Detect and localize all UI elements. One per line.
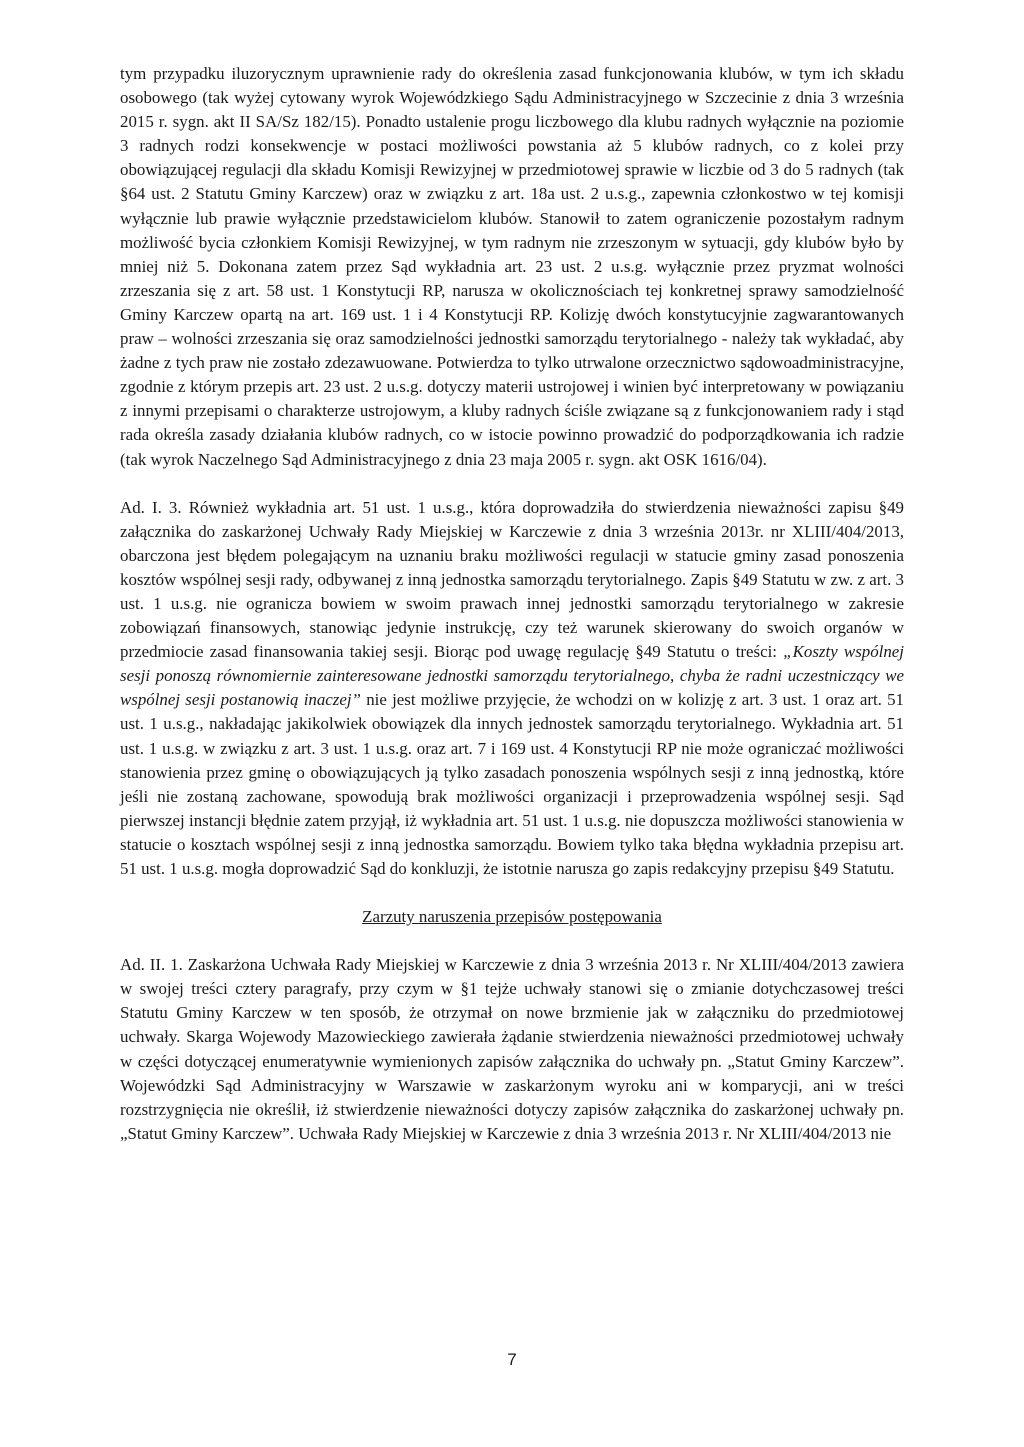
paragraph-gap [120, 472, 904, 496]
paragraph-ad-i-3 [120, 496, 904, 882]
paragraph-ad-i-3-text-end: nie jest możliwe przyjęcie, że wchodzi on w kolizję z art. 3 ust. 1 oraz art. 51 ust. 1 u.s.g., nakładając jakikolwiek obowiązek dla innych jednostek samorządu terytorialnego. Wykładnia art. 51 ust. 1 u.s.g. w związku z art. 3 ust. 1 u.s.g. oraz art. 7 i 169 ust. 4 Konstytucji RP nie może ograniczać możliwości stanowienia przez gminę o obowiązujących ją tylko zasadach ponoszenia wspólnych sesji z inną jednostką, które jeśli nie zostaną zachowane, spowodują brak możliwości organizacji i przeprowadzenia wspólnej sesji. Sąd pierwszej instancji błędnie zatem przyjął, iż wykładnia art. 51 ust. 1 u.s.g. nie dopuszcza możliwości stanowienia w statucie o kosztach wspólnej sesji z inną jednostka samorządu. Bowiem tylko taka błędna wykładnia przepisu art. 51 ust. 1 u.s.g. mogła doprowadzić Sąd do konkluzji, że istotnie narusza go zapis redakcyjny przepisu §49 Statutu. [120, 690, 905, 878]
paragraph-gap [120, 881, 904, 905]
paragraph-clubs: tym przypadku iluzorycznym uprawnienie rady do określenia zasad funkcjonowania klubów, w tym ich składu osobowego (tak wyżej cytowany wyrok Wojewódzkiego Sądu Administracyjnego w Szczecinie z dnia 3 września 2015 r. sygn. akt II SA/Sz 182/15). Ponadto ustalenie progu liczbowego dla klubu radnych wyłącznie na poziomie 3 radnych rodzi konsekwencje w postaci możliwości powstania aż 5 klubów radnych, co z kolei przy obowiązującej regulacji dla składu Komisji Rewizyjnej w przedmiotowej sprawie w liczbie od 3 do 5 radnych (tak §64 ust. 2 Statutu Gminy Karczew) oraz w związku z art. 18a ust. 2 u.s.g., zapewnia członkostwo w tej komisji wyłącznie lub prawie wyłącznie przedstawicielom klubów. Stanowił to zatem ograniczenie pozostałym radnym możliwość bycia członkiem Komisji Rewizyjnej, w tym radnym nie zrzeszonym w sytuacji, gdy klubów było by mniej niż 5. Dokonana zatem przez Sąd wykładnia art. 23 ust. 2 u.s.g. wyłącznie przez pryzmat wolności zrzeszania się z art. 58 ust. 1 Konstytucji RP, narusza w okolicznościach tej konkretnej sprawy samodzielność Gminy Karczew opartą na art. 169 ust. 1 i 4 Konstytucji RP. Kolizję dwóch konstytucyjnie zagwarantowanych praw – wolności zrzeszania się oraz samodzielności jednostki samorządu terytorialnego - należy tak wykładać, aby żadne z tych praw nie zostało zdezawuowane. Potwierdza to tylko utrwalone orzecznictwo sądowoadministracyjne, zgodnie z którym przepis art. 23 ust. 2 u.s.g. dotyczy materii ustrojowej i winien być interpretowany w powiązaniu z innymi przepisami o charakterze ustrojowym, a kluby radnych ściśle związane są z funkcjonowaniem rady i stąd rada określa zasady działania klubów radnych, co w istocie powinno prowadzić do podporządkowania ich radzie (tak wyrok Naczelnego Sąd Administracyjnego z dnia 23 maja 2005 r. sygn. akt OSK 1616/04). [120, 64, 904, 469]
statute-quote: „Koszty wspólnej sesji ponoszą równomiernie zainteresowane jednostki samorządu terytorialnego, chyba że radni uczestniczący we wspólnej sesji postanowią inaczej” [120, 642, 904, 710]
paragraph-ad-ii-1: Ad. II. 1. Zaskarżona Uchwała Rady Miejskiej w Karczewie z dnia 3 września 2013 r. Nr XLIII/404/2013 zawiera w swojej treści cztery paragrafy, przy czym w §1 tejże uchwały stanowi się o zmianie dotychczasowej treści Statutu Gminy Karczew w ten sposób, że otrzymał on nowe brzmienie jak w załączniku do przedmiotowej uchwały. Skarga Wojewody Mazowieckiego zawierała żądanie stwierdzenia nieważności przedmiotowej uchwały w części dotyczącej enumeratywnie wymienionych zapisów załącznika do uchwały pn. „Statut Gminy Karczew”. Wojewódzki Sąd Administracyjny w Warszawie w zaskarżonym wyroku ani w komparycji, ani w treści rozstrzygnięcia nie określił, iż stwierdzenie nieważności dotyczy zapisów załącznika do zaskarżonej uchwały pn. „Statut Gminy Karczew”. Uchwała Rady Miejskiej w Karczewie z dnia 3 września 2013 r. Nr XLIII/404/2013 nie [120, 955, 904, 1143]
document-page [120, 62, 904, 1146]
section-heading: Zarzuty naruszenia przepisów postępowania [362, 907, 662, 927]
page-number: 7 [507, 1350, 517, 1369]
paragraph-ad-i-3-text-start: Ad. I. 3. Również wykładnia art. 51 ust. 1 u.s.g., która doprowadziła do stwierdzenia nieważności zapisu §49 załącznika do zaskarżonej Uchwały Rady Miejskiej w Karczewie z dnia 3 września 2013r. nr XLIII/404/2013, obarczona jest błędem polegającym na uznaniu braku możliwości regulacji w statucie gminy zasad ponoszenia kosztów wspólnej sesji rady, odbywanej z inną jednostka samorządu terytorialnego. Zapis §49 Statutu w zw. z art. 3 ust. 1 u.s.g. nie ogranicza bowiem w swoim prawach innej jednostki samorządu terytorialnego w zakresie zobowiązań finansowych, stanowiąc jedynie instrukcję, czy też warunek skierowany do swoich organów w przedmiocie zasad finansowania takiej sesji. Biorąc pod uwagę regulację §49 Statutu o treści: [120, 497, 904, 662]
paragraph-gap [120, 929, 904, 953]
